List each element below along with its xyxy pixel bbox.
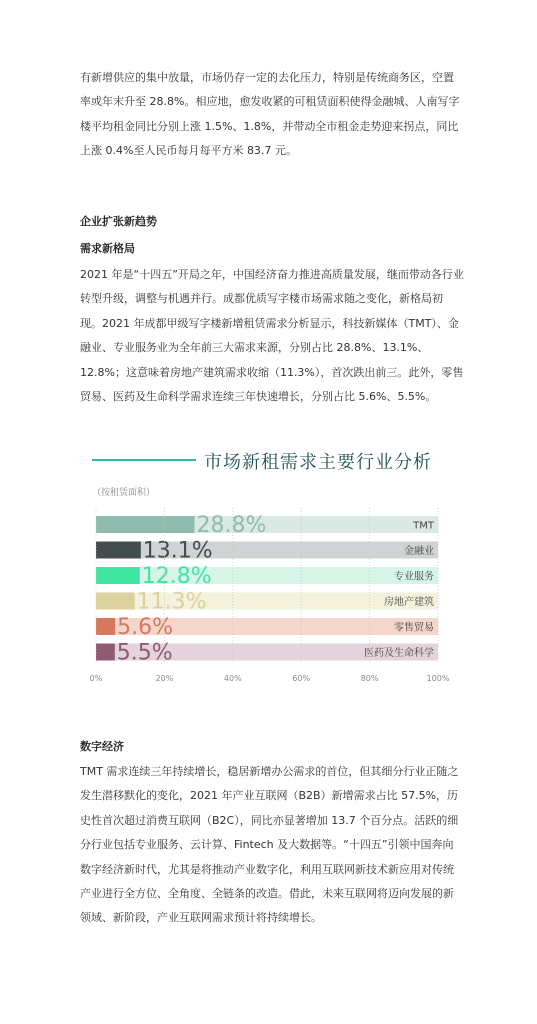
bar-value-label: 5.6% xyxy=(117,615,174,640)
bar-value-label: 28.8% xyxy=(196,513,267,538)
bar xyxy=(96,593,135,610)
section-heading-expansion: 企业扩张新趋势 xyxy=(80,215,157,228)
bar xyxy=(96,542,141,559)
paragraph-digital-economy: TMT 需求连续三年持续增长，稳居新增办公需求的首位，但其细分行业正随之发生潜移默化的变化，2021 年产业互联网（B2B）新增需求占比 57.5%，历史性首次超过消费互联网（B2C），同比亦显著增加 13.7 个百分点。活跃的细分行业包括专业服务、云计算、Fintech 及大数据等。“十四五”引领中国奔向数字经济新时代，尤其是将推动产业数字化，利用互联网新技术新应用对传统产业进行全方位、全角度、全链条的改造。借此，未来互联网将迈向发展的新领域、新阶段，产业互联网需求预计将持续增长。 xyxy=(80,765,459,925)
x-tick-label: 20% xyxy=(155,674,174,683)
x-tick-label: 100% xyxy=(426,674,450,683)
x-tick-label: 60% xyxy=(292,674,311,683)
bar xyxy=(96,644,115,661)
bar-category-label: 零售贸易 xyxy=(394,622,434,634)
bar xyxy=(96,567,140,584)
paragraph-demand: 2021 年是“十四五”开局之年，中国经济奋力推进高质量发展，继而带动各行业转型升级，调整与机遇并行。成都优质写字楼市场需求随之变化，新格局初现。2021 年成都甲级写字楼新增租赁需求分析显示，科技新媒体（TMT）、金融业、专业服务业为全年前三大需求来源，分别占比 28.8%、13.1%、12.8%；这意味着房地产建筑需求收缩（11.3%），首次跌出前三。此外，零售贸易、医药及生命科学需求连续三年快速增长，分别占比 5.6%、5.5%。 xyxy=(80,268,464,404)
bar-value-label: 11.3% xyxy=(136,589,207,615)
chart-subtitle: （按租赁面积） xyxy=(92,488,156,498)
bar-category-label: 房地产建筑 xyxy=(384,597,434,608)
section-heading-digital-economy: 数字经济 xyxy=(80,740,124,753)
bar xyxy=(96,516,194,533)
bar-category-label: 医药及生命科学 xyxy=(364,648,434,659)
bar-value-label: 12.8% xyxy=(141,564,212,589)
bar xyxy=(96,618,115,635)
bar-category-label: 金融业 xyxy=(404,546,434,557)
x-tick-label: 40% xyxy=(223,674,242,683)
subheading-demand: 需求新格局 xyxy=(80,242,135,255)
bar-value-label: 5.5% xyxy=(116,640,173,666)
bar-category-label: 专业服务 xyxy=(394,571,434,583)
chart-title: 市场新租需求主要行业分析 xyxy=(204,452,432,473)
x-tick-label: 0% xyxy=(89,674,103,683)
bar-value-label: 13.1% xyxy=(142,538,213,564)
bar-category-label: TMT xyxy=(413,520,434,532)
x-tick-label: 80% xyxy=(360,674,379,683)
paragraph-intro: 有新增供应的集中放量，市场仍存一定的去化压力，特别是传统商务区，空置率或年末升至 28.8%。相应地，愈发收紧的可租赁面积使得金融城、人南写字楼平均租金同比分别上涨 1.5%、1.8%，并带动全市租金走势迎来拐点，同比上涨 0.4%至人民币每月每平方米 83.7 元。 xyxy=(80,71,460,158)
